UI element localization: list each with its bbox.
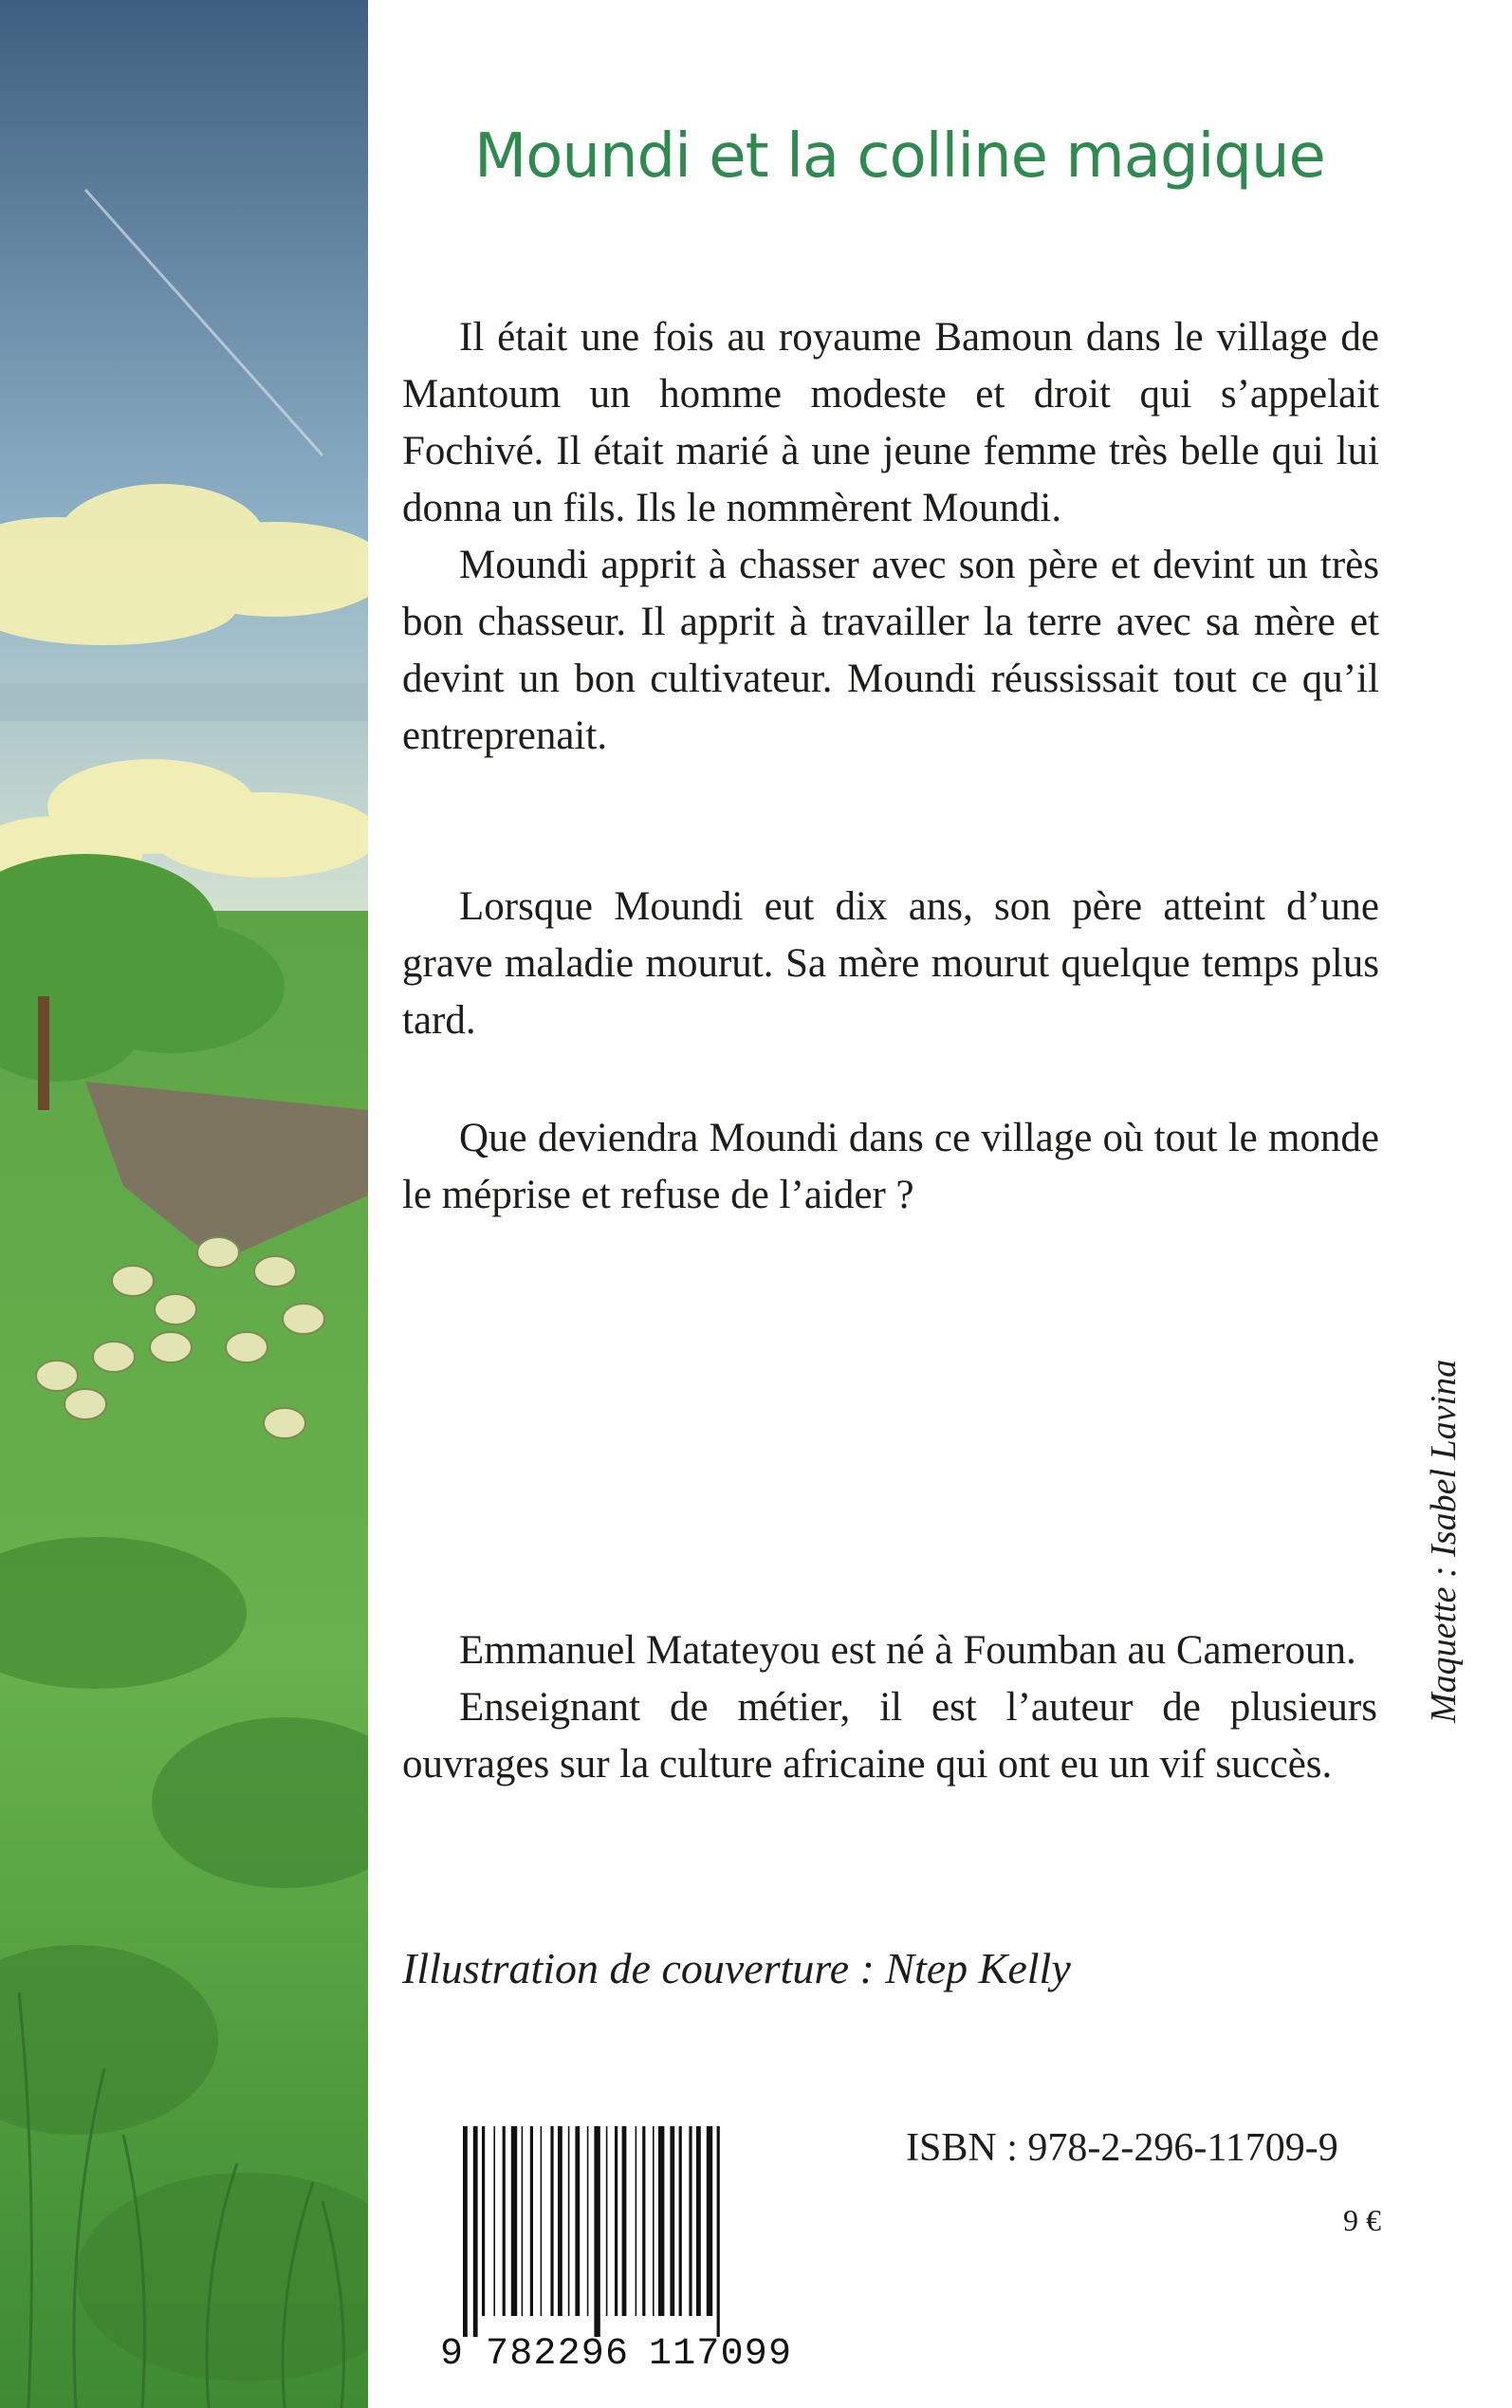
barcode-bar (473, 2126, 478, 2337)
blurb-paragraph-1: Il était une fois au royaume Bamoun dans le village de Mantoum un homme modeste et droit qui s’appelait Fochivé. Il était marié à une jeune femme très belle qui lui donna un fils. Ils le nommèrent Moundi. (402, 315, 1379, 530)
barcode-bar (658, 2126, 664, 2316)
price: 9 € (1343, 2203, 1381, 2237)
barcode-bar (707, 2126, 712, 2316)
barcode-digit-lead: 9 (440, 2333, 464, 2369)
maquette-credit: Maquette : Isabel Lavina (1424, 1359, 1464, 1723)
blurb-paragraph (402, 309, 1379, 765)
barcode-bar (550, 2126, 553, 2316)
barcode-bar (463, 2126, 468, 2337)
barcode-bar (689, 2126, 691, 2316)
landscape-illustration (0, 0, 368, 2408)
book-title: Moundi et la colline magique (474, 121, 1325, 192)
barcode-bar (575, 2126, 580, 2316)
blurb-paragraph-4: Que deviendra Moundi dans ce village où tout le monde le méprise et refuse de l’aider ? (402, 1116, 1379, 1217)
author-bio (402, 1622, 1377, 1793)
barcode-bar (503, 2126, 506, 2316)
barcode-bar (606, 2126, 608, 2316)
isbn: ISBN : 978-2-296-11709-9 (906, 2126, 1338, 2170)
barcode-bar (636, 2126, 637, 2316)
barcode-bar (642, 2126, 645, 2316)
barcode-bar (670, 2126, 674, 2316)
blurb-paragraph-3: Lorsque Moundi eut dix ans, son père atteint d’une grave maladie mourut. Sa mère mourut quelque temps plus tard. (402, 884, 1379, 1043)
barcode-bar (522, 2126, 524, 2316)
barcode-bar (587, 2126, 589, 2316)
barcode-bar (679, 2126, 682, 2316)
blurb-paragraph-3-block (402, 879, 1379, 1049)
barcode-bar (530, 2126, 533, 2316)
barcode-digits-right: 117099 (649, 2333, 791, 2369)
author-bio-paragraph-2: Enseignant de métier, il est l’auteur de plusieurs ouvrages sur la culture africaine qui ont eu un vif succès. (402, 1685, 1377, 1787)
barcode-bar (541, 2126, 543, 2316)
blurb-paragraph-4-block (402, 1110, 1379, 1224)
barcode-bar (594, 2126, 599, 2337)
barcode-bar (568, 2126, 570, 2316)
illustration-credit: Illustration de couverture : Ntep Kelly (402, 1944, 1071, 1992)
blurb-paragraph-2: Moundi apprit à chasser avec son père et devint un très bon chasseur. Il apprit à travailler la terre avec sa mère et devint un bon cultivateur. Moundi réussissait tout ce qu’il entreprenait. (402, 543, 1379, 758)
barcode-bar (493, 2126, 495, 2316)
barcode-digits-left: 782296 (486, 2333, 628, 2369)
barcode-bar (615, 2126, 618, 2316)
barcode-bar (622, 2126, 627, 2316)
barcode-bar (653, 2126, 655, 2316)
barcode-bar (717, 2126, 720, 2337)
barcode-bar (511, 2126, 517, 2316)
barcode (438, 2126, 810, 2369)
barcode-bar (482, 2126, 485, 2316)
author-bio-paragraph-1: Emmanuel Matateyou est né à Foumban au Cameroun. (459, 1628, 1356, 1673)
cover-illustration-strip (0, 0, 368, 2408)
barcode-bar (558, 2126, 562, 2316)
barcode-bar (696, 2126, 701, 2316)
